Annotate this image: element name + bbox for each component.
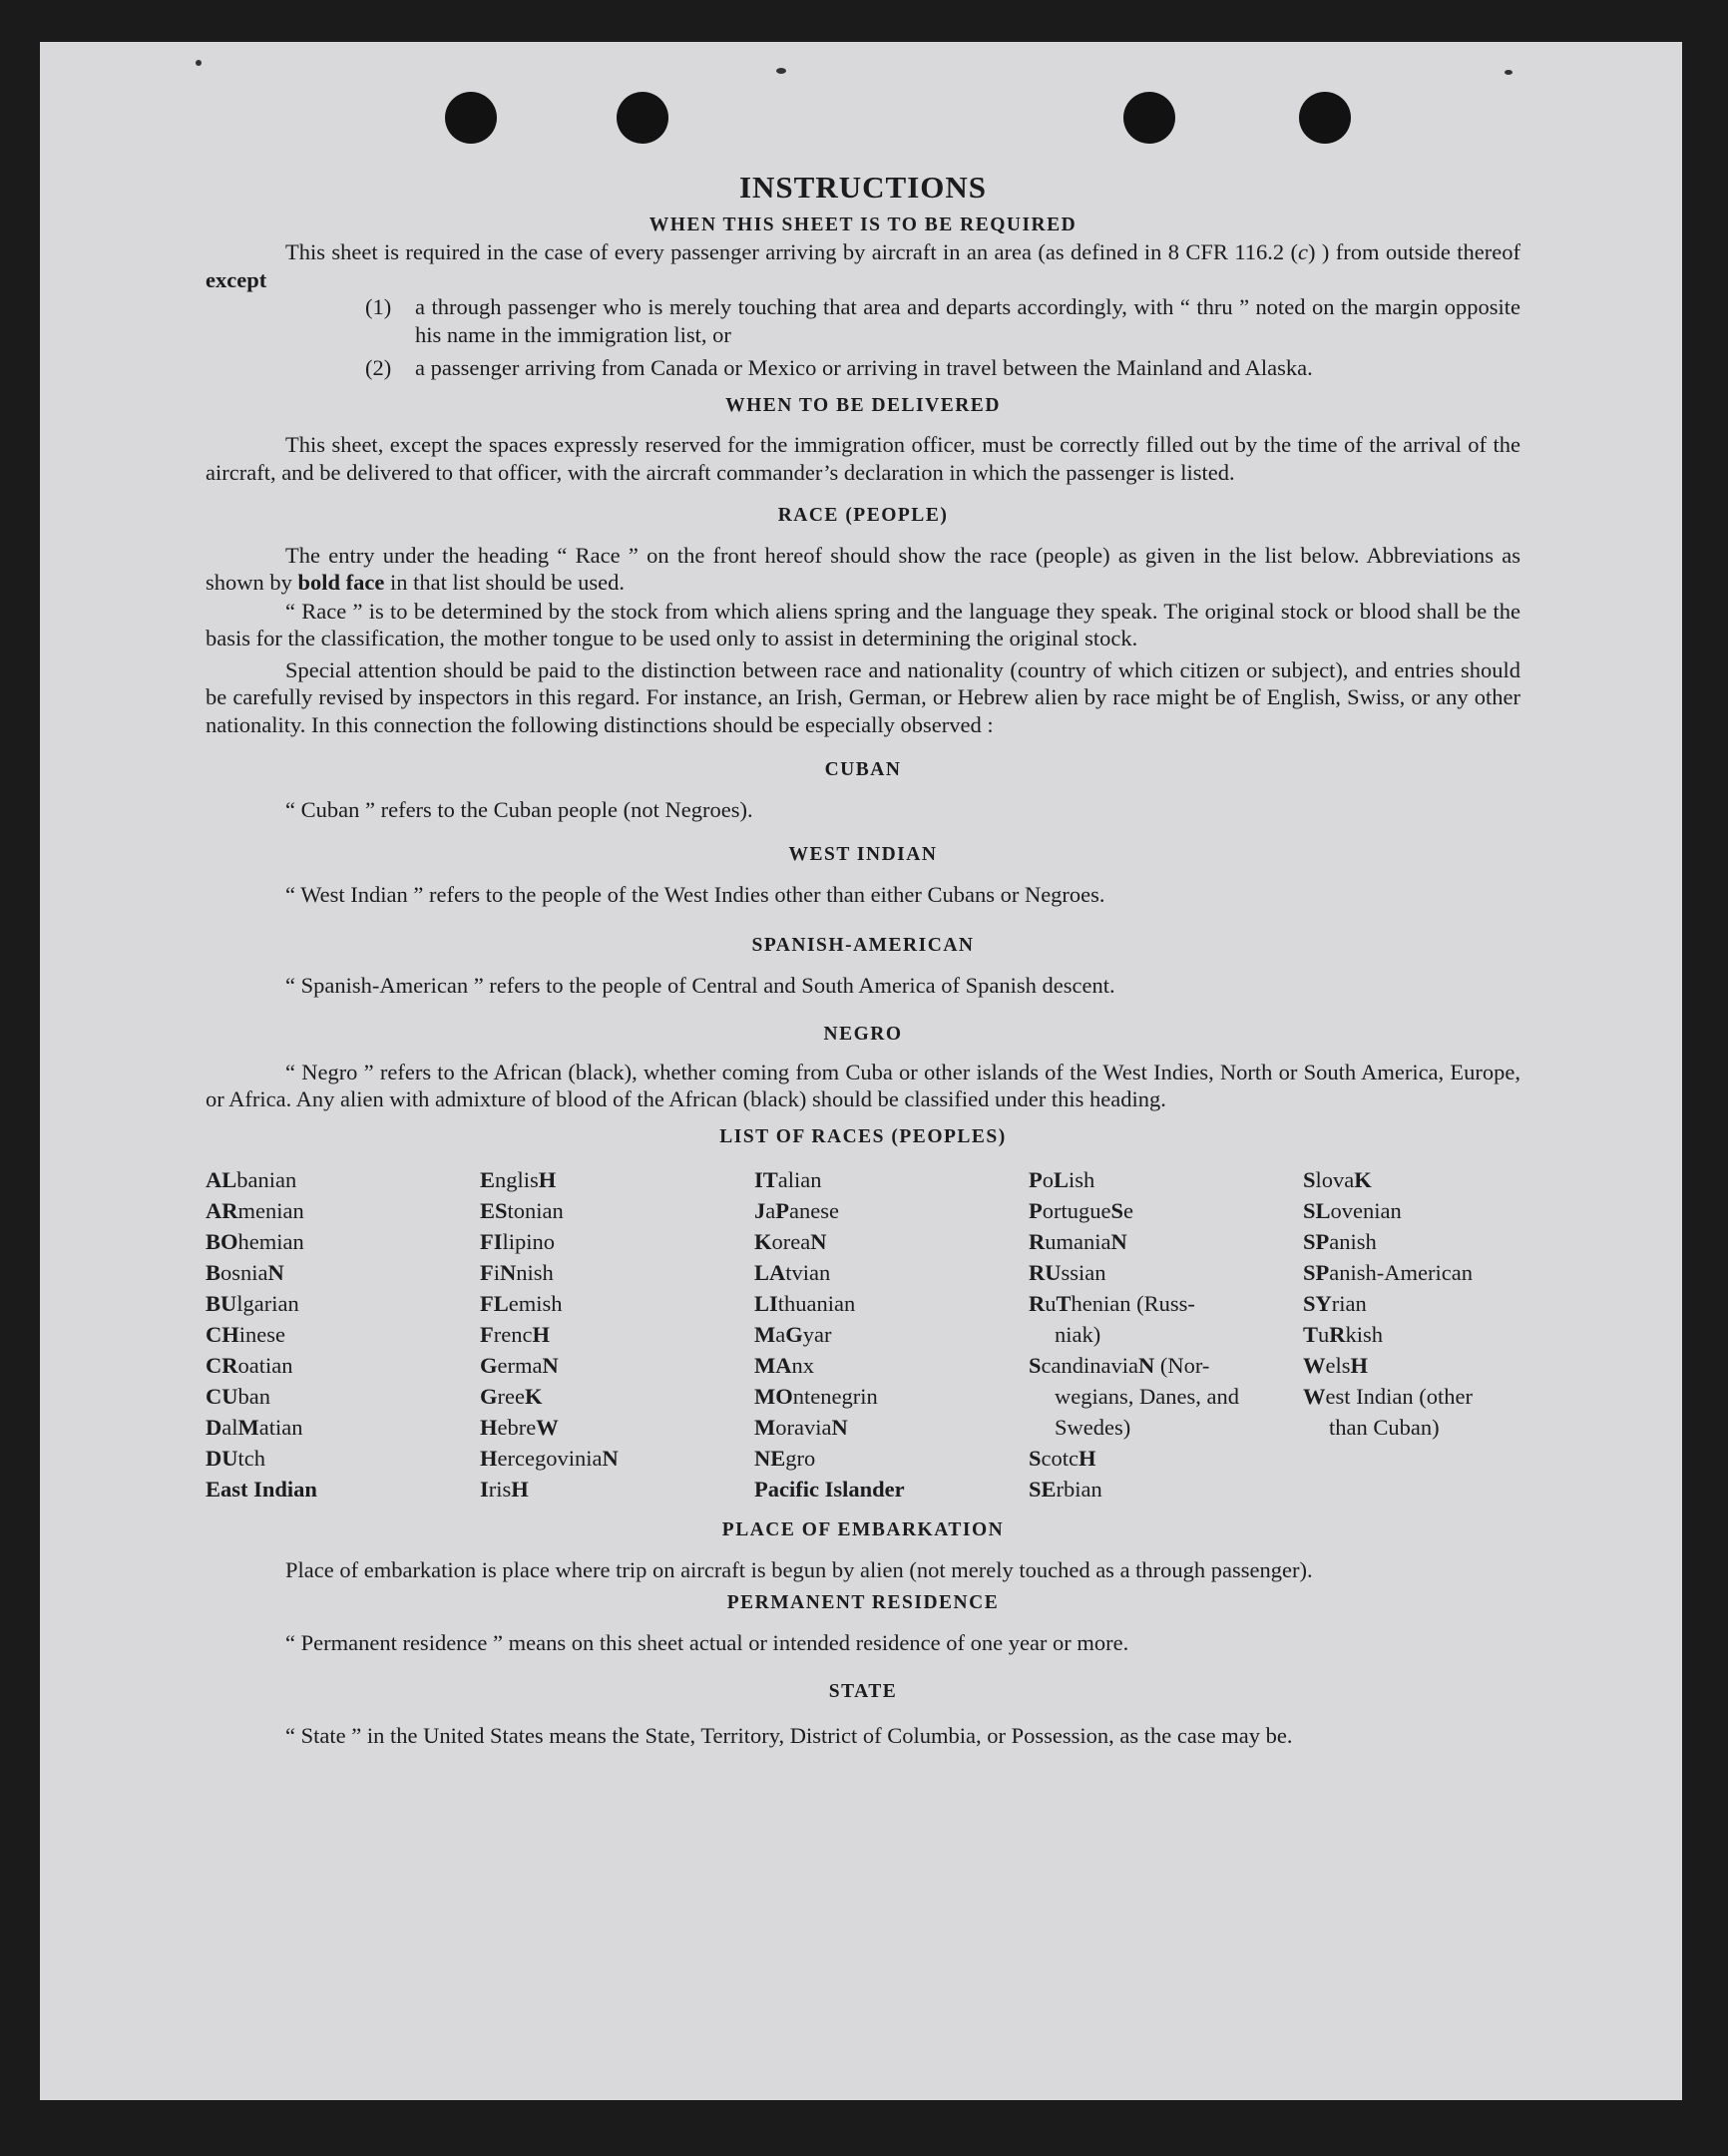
race-paragraph-2: “ Race ” is to be determined by the stock from which aliens spring and the language they speak. The original stock or blood shall be the basis for the classification, the mother tongue to be used only to assist in determining the original stock. [206, 598, 1520, 650]
race-entry: BUlgarian [206, 1291, 299, 1316]
exception-item [365, 293, 1520, 348]
race-entry: FiNnish [480, 1260, 554, 1285]
state-text: “ State ” in the United States means the State, Territory, District of Columbia, or Possession, as the case may be. [285, 1722, 1293, 1748]
race-column [1029, 1164, 1303, 1505]
instructions-content [206, 170, 1520, 1753]
race-entry: ARmenian [206, 1198, 304, 1223]
race-entry: MaGyar [754, 1322, 832, 1347]
race-entry: EnglisH [480, 1167, 557, 1192]
race-entry: LAtvian [754, 1260, 831, 1285]
race-entry: PoLish [1029, 1167, 1095, 1192]
race-entry: PortugueSe [1029, 1198, 1133, 1223]
race-entry: HercegoviniaN [480, 1446, 619, 1471]
race-entry: HebreW [480, 1415, 559, 1440]
race-entry: RuThenian (Russ- niak) [1029, 1291, 1195, 1347]
race-entry: BOhemian [206, 1229, 304, 1254]
race-entry: ScandinaviaN (Nor- wegians, Danes, and Swedes) [1029, 1353, 1239, 1440]
when-required-intro: This sheet is required in the case of every passenger arriving by aircraft in an area (as defined in 8 CFR 116.2 (c) ) from outside thereof except [206, 239, 1520, 292]
race-entry: SYrian [1303, 1291, 1367, 1316]
section-heading-embarkation: PLACE OF EMBARKATION [721, 1519, 1005, 1540]
race-entry: WelsH [1303, 1353, 1369, 1378]
race-entry: DUtch [206, 1446, 265, 1471]
race-entry: CUban [206, 1384, 270, 1409]
race-entry: DalMatian [206, 1415, 303, 1440]
section-heading-permanent-residence: PERMANENT RESIDENCE [726, 1592, 1000, 1613]
race-entry: JaPanese [754, 1198, 839, 1223]
section-heading-when-required: WHEN THIS SHEET IS TO BE REQUIRED [648, 214, 1078, 235]
race-entry: RumaniaN [1029, 1229, 1127, 1254]
race-entry: MAnx [754, 1353, 814, 1378]
embarkation-text: Place of embarkation is place where trip on aircraft is begun by alien (not merely touched as a through passenger). [285, 1556, 1313, 1582]
section-heading-cuban: CUBAN [824, 759, 902, 780]
race-entry: TuRkish [1303, 1322, 1384, 1347]
ink-speck [196, 60, 202, 66]
punch-hole [617, 92, 668, 144]
race-entry: GermaN [480, 1353, 559, 1378]
section-heading-list-of-races: LIST OF RACES (PEOPLES) [719, 1125, 1007, 1147]
race-column [1303, 1164, 1520, 1505]
spanish-american-text: “ Spanish-American ” refers to the people of Central and South America of Spanish descent. [285, 972, 1115, 998]
race-entry: Pacific Islander [754, 1477, 905, 1502]
ink-speck [776, 68, 786, 74]
race-entry: RUssian [1029, 1260, 1106, 1285]
item-text: a through passenger who is merely touching that area and departs accordingly, with “ thru ” noted on the margin opposite his name in the immigration list, or [415, 294, 1520, 347]
race-entry: IrisH [480, 1477, 529, 1502]
race-entry: SlovaK [1303, 1167, 1372, 1192]
race-entry: ITalian [754, 1167, 822, 1192]
page-title: INSTRUCTIONS [738, 170, 987, 205]
document-page [40, 42, 1682, 2100]
punch-hole [1299, 92, 1351, 144]
race-entry: FIlipino [480, 1229, 556, 1254]
west-indian-text: “ West Indian ” refers to the people of the West Indies other than either Cubans or Negroes. [285, 881, 1105, 907]
race-entry: SPanish [1303, 1229, 1377, 1254]
item-number: (1) [365, 294, 392, 319]
race-entry: CHinese [206, 1322, 285, 1347]
race-column [206, 1164, 480, 1505]
race-entry: West Indian (other than Cuban) [1303, 1384, 1473, 1440]
race-entry: EStonian [480, 1198, 564, 1223]
race-column [754, 1164, 1029, 1505]
race-entry: KoreaN [754, 1229, 827, 1254]
race-entry: CRoatian [206, 1353, 293, 1378]
race-entry: East Indian [206, 1477, 317, 1502]
race-entry: MOntenegrin [754, 1384, 878, 1409]
exception-item [365, 354, 1520, 382]
section-heading-west-indian: WEST INDIAN [788, 844, 938, 865]
cuban-text: “ Cuban ” refers to the Cuban people (not Negroes). [285, 796, 753, 822]
race-entry: SLovenian [1303, 1198, 1402, 1223]
punch-hole [1123, 92, 1175, 144]
section-heading-spanish-american: SPANISH-AMERICAN [751, 935, 975, 956]
section-heading-negro: NEGRO [823, 1024, 903, 1045]
race-entry: NEgro [754, 1446, 816, 1471]
section-heading-when-delivered: WHEN TO BE DELIVERED [725, 394, 1001, 416]
punch-hole [445, 92, 497, 144]
item-number: (2) [365, 355, 392, 380]
race-entry: ScotcH [1029, 1446, 1096, 1471]
race-paragraph-1: The entry under the heading “ Race ” on the front hereof should show the race (people) as given in the list below. Abbreviations as shown by bold face in that list should be used. [206, 542, 1520, 595]
race-entry: ALbanian [206, 1167, 297, 1192]
ink-speck [1505, 70, 1512, 75]
race-entry: FLemish [480, 1291, 563, 1316]
race-paragraph-3: Special attention should be paid to the distinction between race and nationality (country of which citizen or subject), and entries should be carefully revised by inspectors in this regard. For instance, an Irish, German, or Hebrew alien by race might be of English, Swiss, or any other nationality. In this connection the following distinctions should be especially observed : [206, 656, 1520, 737]
section-heading-state: STATE [828, 1681, 898, 1702]
section-heading-race: RACE (PEOPLE) [777, 505, 949, 526]
race-entry: BosniaN [206, 1260, 284, 1285]
race-list [206, 1164, 1520, 1505]
race-entry: MoraviaN [754, 1415, 848, 1440]
item-text: a passenger arriving from Canada or Mexico or arriving in travel between the Mainland and Alaska. [415, 355, 1313, 380]
race-entry: LIthuanian [754, 1291, 856, 1316]
race-entry: GreeK [480, 1384, 543, 1409]
negro-text: “ Negro ” refers to the African (black), whether coming from Cuba or other islands of the West Indies, North or South America, Europe, or Africa. Any alien with admixture of blood of the African (black) should be classified under this heading. [206, 1059, 1520, 1111]
when-delivered-text: This sheet, except the spaces expressly reserved for the immigration officer, must be correctly filled out by the time of the arrival of the aircraft, and be delivered to that officer, with the aircraft commander’s declaration in which the passenger is listed. [206, 432, 1520, 485]
race-column [480, 1164, 754, 1505]
permanent-residence-text: “ Permanent residence ” means on this sheet actual or intended residence of one year or more. [285, 1629, 1129, 1655]
race-entry: SPanish-American [1303, 1260, 1473, 1285]
race-entry: FrencH [480, 1322, 550, 1347]
race-entry: SErbian [1029, 1477, 1102, 1502]
